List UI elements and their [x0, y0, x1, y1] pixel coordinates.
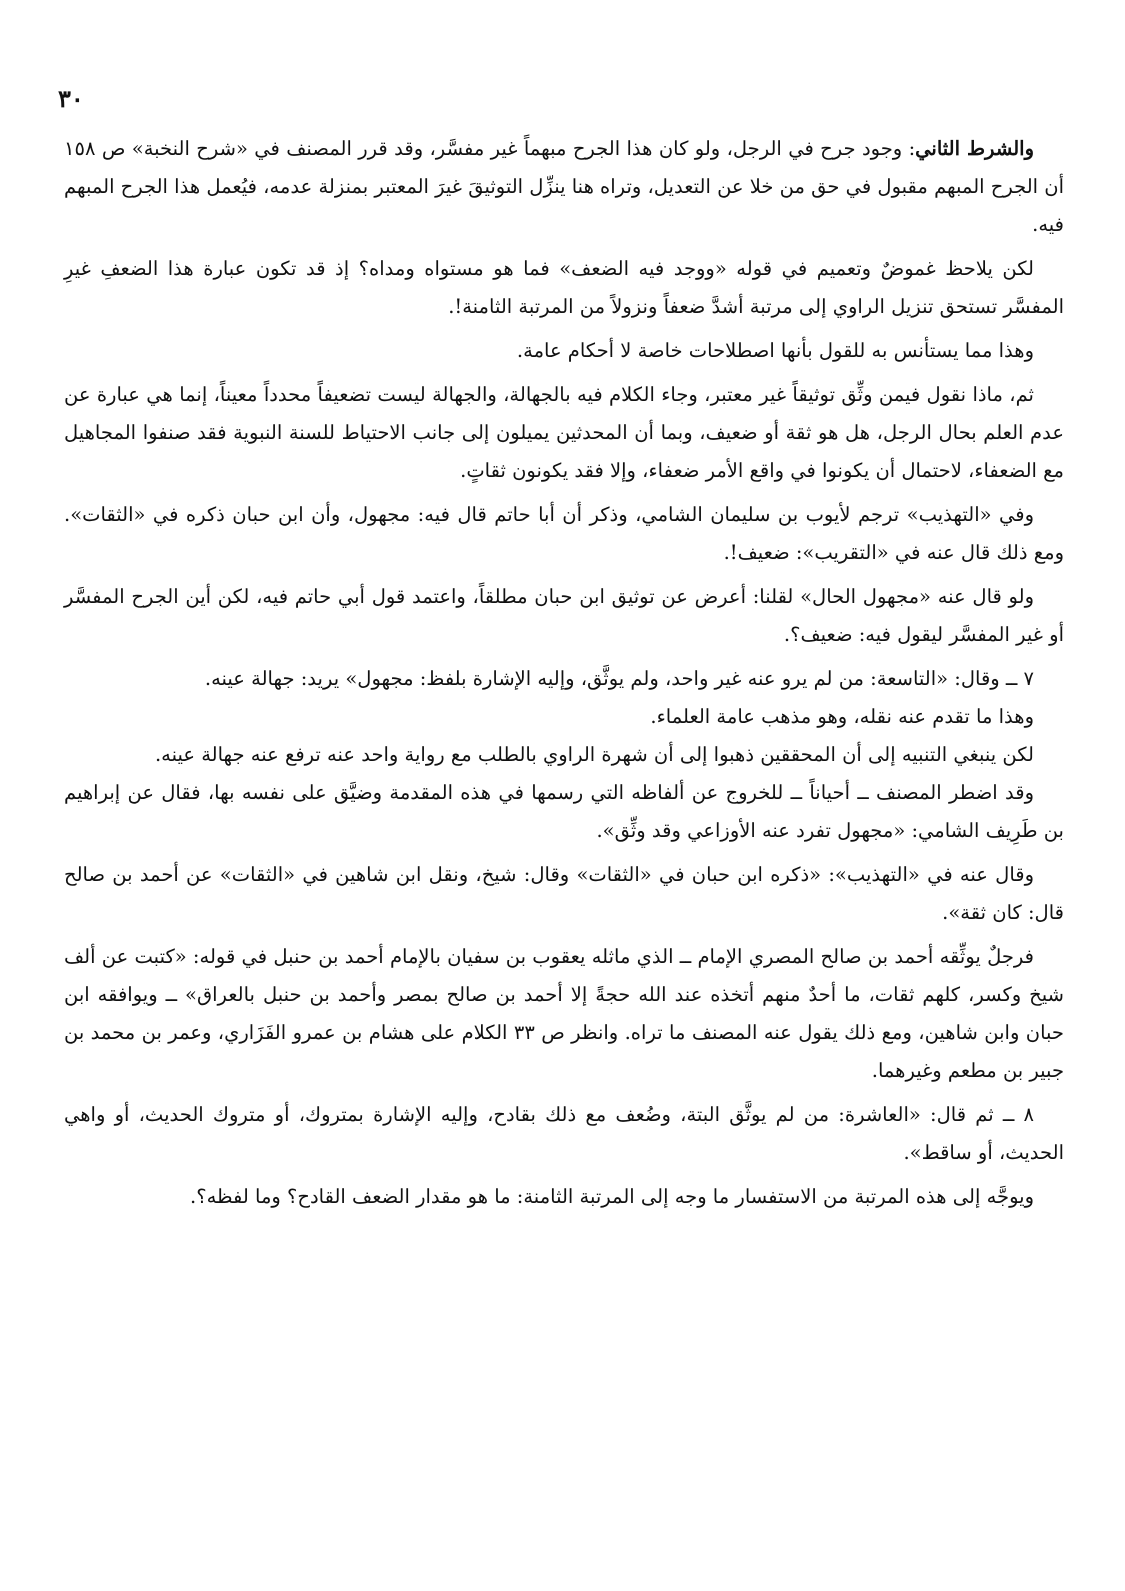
paragraph-text: ٧ ــ وقال: «التاسعة: من لم يرو عنه غير واحد، ولم يوثَّق، وإليه الإشارة بلفظ: مجهول» يريد: جهالة عينه.: [204, 667, 1034, 690]
paragraph-text: وفي «التهذيب» ترجم لأيوب بن سليمان الشامي، وذكر أن أبا حاتم قال فيه: مجهول، وأن ابن حبان ذكره في «الثقات». ومع ذلك قال عنه في «التقريب»: ضعيف!.: [64, 503, 1064, 564]
paragraph-text: : وجود جرح في الرجل، ولو كان هذا الجرح مبهماً غير مفسَّر، وقد قرر المصنف في «شرح النخبة» ص ١٥٨ أن الجرح المبهم مقبول في حق من خلا عن التعديل، وتراه هنا ينزِّل التوثيقَ غيرَ المعتبر بمنزلة عدمه، فيُعمل هذا الجرح المبهم فيه.: [64, 137, 1064, 236]
paragraph-3: [64, 332, 1064, 370]
paragraph-10: [64, 774, 1064, 850]
section-lead: والشرط الثاني: [915, 137, 1034, 160]
paragraph-text: ٨ ــ ثم قال: «العاشرة: من لم يوثَّق البتة، وضُعف مع ذلك بقادح، وإليه الإشارة بمتروك، أو متروك الحديث، أو واهي الحديث، أو ساقط».: [64, 1103, 1064, 1164]
paragraph-12: [64, 938, 1064, 1090]
paragraph-text: لكن يلاحظ غموضٌ وتعميم في قوله «ووجد فيه الضعف» فما هو مستواه ومداه؟ إذ قد تكون عبارة هذا الضعفِ غيرِ المفسَّر تستحق تنزيل الراوي إلى مرتبة أشدَّ ضعفاً ونزولاً من المرتبة الثامنة!.: [64, 257, 1064, 318]
paragraph-13: [64, 1096, 1064, 1172]
paragraph-6: [64, 578, 1064, 654]
paragraph-text: وهذا مما يستأنس به للقول بأنها اصطلاحات خاصة لا أحكام عامة.: [516, 339, 1034, 362]
paragraph-text: لكن ينبغي التنبيه إلى أن المحققين ذهبوا إلى أن شهرة الراوي بالطلب مع رواية واحد عنه ترفع عنه جهالة عينه.: [154, 743, 1034, 766]
paragraph-text: وقد اضطر المصنف ــ أحياناً ــ للخروج عن ألفاظه التي رسمها في هذه المقدمة وضيَّق على نفسه بها، فقال عن إبراهيم بن طَرِيف الشامي: «مجهول تفرد عنه الأوزاعي وقد وثِّق».: [64, 781, 1064, 842]
paragraph-7: [64, 660, 1064, 698]
paragraph-11: [64, 856, 1064, 932]
paragraph-14: [64, 1178, 1064, 1216]
paragraph-text: وهذا ما تقدم عنه نقله، وهو مذهب عامة العلماء.: [650, 705, 1034, 728]
paragraph-4: [64, 376, 1064, 490]
paragraph-1: [64, 130, 1064, 244]
text-body: [64, 130, 1064, 1222]
paragraph-5: [64, 496, 1064, 572]
paragraph-text: فرجلٌ يوثِّقه أحمد بن صالح المصري الإمام ــ الذي ماثله يعقوب بن سفيان بالإمام أحمد بن حنبل في قوله: «كتبت عن ألف شيخ وكسر، كلهم ثقات، ما أحدٌ منهم أتخذه عند الله حجةً إلا أحمد بن صالح بمصر وأحمد بن حنبل بالعراق» ــ ويوافقه ابن حبان وابن شاهين، ومع ذلك يقول عنه المصنف ما تراه. وانظر ص ٣٣ الكلام على هشام بن عمرو الفَزَاري، وعمر بن محمد بن جبير بن مطعم وغيرهما.: [64, 945, 1064, 1082]
paragraph-text: وقال عنه في «التهذيب»: «ذكره ابن حبان في «الثقات» وقال: شيخ، ونقل ابن شاهين في «الثقات» عن أحمد بن صالح قال: كان ثقة».: [64, 863, 1064, 924]
paragraph-9: [64, 736, 1064, 774]
paragraph-text: ولو قال عنه «مجهول الحال» لقلنا: أعرض عن توثيق ابن حبان مطلقاً، واعتمد قول أبي حاتم فيه، لكن أين الجرح المفسَّر أو غير المفسَّر ليقول فيه: ضعيف؟.: [64, 585, 1064, 646]
page-number: ٣٠: [58, 84, 84, 113]
paragraph-2: [64, 250, 1064, 326]
paragraph-text: ثم، ماذا نقول فيمن وثِّق توثيقاً غير معتبر، وجاء الكلام فيه بالجهالة، والجهالة ليست تضعيفاً محدداً معيناً، إنما هي عبارة عن عدم العلم بحال الرجل، هل هو ثقة أو ضعيف، وبما أن المحدثين يميلون إلى جانب الاحتياط للسنة النبوية فقد صنفوا المجاهيل مع الضعفاء، لاحتمال أن يكونوا في واقع الأمر ضعفاء، وإلا فقد يكونون ثقاتٍ.: [64, 383, 1064, 482]
paragraph-8: [64, 698, 1064, 736]
paragraph-text: ويوجَّه إلى هذه المرتبة من الاستفسار ما وجه إلى المرتبة الثامنة: ما هو مقدار الضعف القادح؟ وما لفظه؟.: [190, 1185, 1034, 1208]
